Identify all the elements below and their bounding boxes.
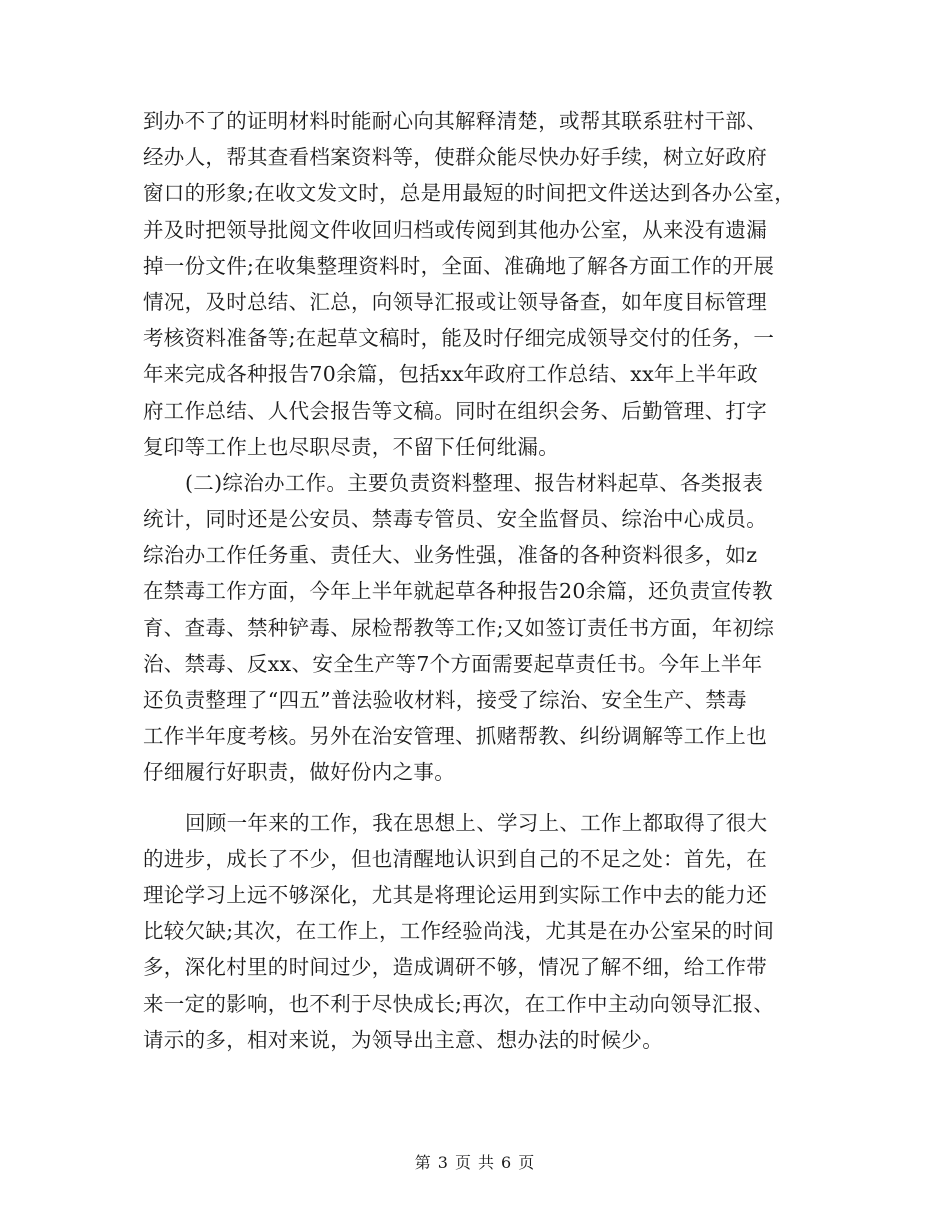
text-line: 经办人，帮其查看档案资料等，使群众能尽快办好手续，树立好政府 — [143, 145, 767, 170]
text-line: 统计，同时还是公安员、禁毒专管员、安全监督员、综治中心成员。 — [143, 507, 767, 532]
text-line: 工作半年度考核。另外在治安管理、抓赌帮教、纠纷调解等工作上也 — [143, 724, 767, 749]
text-line: 的进步，成长了不少，但也清醒地认识到自己的不足之处：首先，在 — [143, 846, 767, 871]
page-label-mid: 页 — [454, 1153, 472, 1172]
paragraph-1 — [143, 103, 823, 465]
text-line: 在禁毒工作方面，今年上半年就起草各种报告20余篇，还负责宣传教 — [143, 579, 773, 604]
text-line: 窗口的形象;在收文发文时，总是用最短的时间把文件送达到各办公室， — [143, 181, 796, 206]
paragraph-2 — [143, 465, 823, 791]
text-line: 育、查毒、禁种铲毒、尿检帮教等工作;又如签订责任书方面，年初综 — [143, 615, 775, 640]
text-line: 综治办工作任务重、责任大、业务性强，准备的各种资料很多，如z — [143, 543, 758, 568]
text-line: (二)综治办工作。主要负责资料整理、报告材料起草、各类报表 — [185, 470, 764, 495]
page-footer — [0, 1150, 950, 1173]
text-line: 复印等工作上也尽职尽责，不留下任何纰漏。 — [143, 434, 559, 459]
text-line: 并及时把领导批阅文件收回归档或传阅到其他办公室，从来没有遗漏 — [143, 217, 767, 242]
total-pages: 6 — [501, 1153, 513, 1172]
text-line: 治、禁毒、反xx、安全生产等7个方面需要起草责任书。今年上半年 — [143, 651, 763, 676]
text-line: 年来完成各种报告70余篇，包括xx年政府工作总结、xx年上半年政 — [143, 362, 758, 387]
page-label-suffix: 页 — [518, 1153, 536, 1172]
text-line: 来一定的影响，也不利于尽快成长;再次，在工作中主动向领导汇报、 — [143, 991, 775, 1016]
text-line: 考核资料准备等;在起草文稿时，能及时仔细完成领导交付的任务，一 — [143, 326, 775, 351]
text-line: 回顾一年来的工作，我在思想上、学习上、工作上都取得了很大 — [185, 810, 768, 835]
document-body — [143, 103, 823, 1058]
text-line: 请示的多，相对来说，为领导出主意、想办法的时候少。 — [143, 1027, 663, 1052]
paragraph-gap — [143, 791, 823, 805]
text-line: 比较欠缺;其次，在工作上，工作经验尚浅，尤其是在办公室呆的时间 — [143, 919, 775, 944]
text-line: 还负责整理了“四五”普法验收材料，接受了综治、安全生产、禁毒 — [143, 688, 747, 712]
text-line: 理论学习上远不够深化，尤其是将理论运用到实际工作中去的能力还 — [143, 882, 767, 907]
page-number: 3 — [437, 1153, 449, 1172]
total-label: 共 — [478, 1153, 496, 1172]
text-line: 掉一份文件;在收集整理资料时，全面、准确地了解各方面工作的开展 — [143, 253, 775, 278]
text-line: 多，深化村里的时间过少，造成调研不够，情况了解不细，给工作带 — [143, 955, 767, 980]
page-label-prefix: 第 — [414, 1153, 432, 1172]
text-line: 情况，及时总结、汇总，向领导汇报或让领导备查，如年度目标管理 — [143, 289, 767, 314]
paragraph-3 — [143, 805, 823, 1058]
text-line: 府工作总结、人代会报告等文稿。同时在组织会务、后勤管理、打字 — [143, 398, 767, 423]
text-line: 到办不了的证明材料时能耐心向其解释清楚，或帮其联系驻村干部、 — [143, 109, 767, 133]
text-line: 仔细履行好职责，做好份内之事。 — [143, 760, 455, 785]
